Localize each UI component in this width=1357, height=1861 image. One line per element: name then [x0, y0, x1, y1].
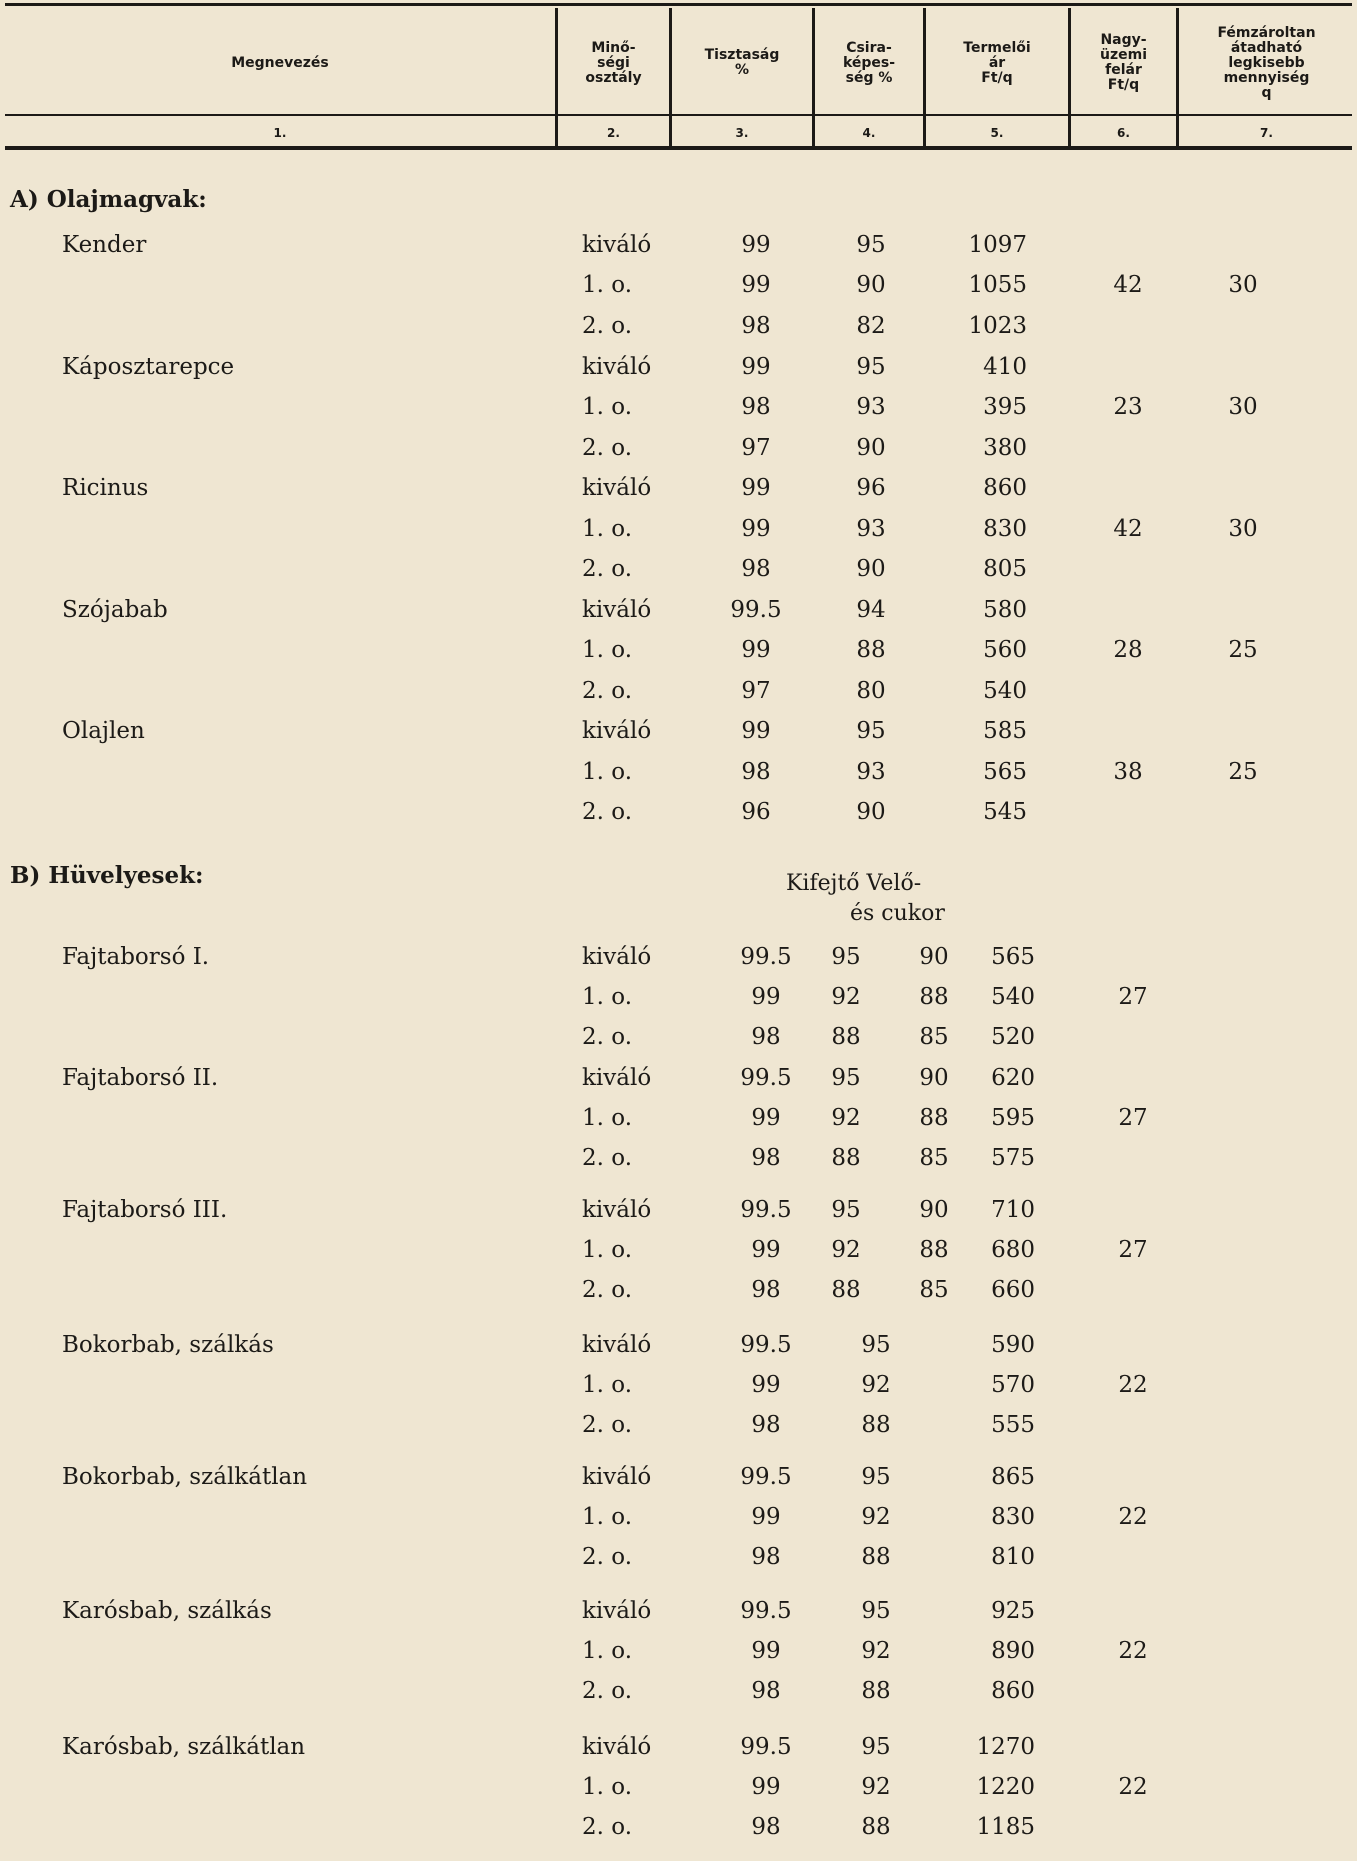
purity-value: 96: [741, 799, 771, 825]
large-farm-bonus: 27: [1118, 984, 1148, 1010]
producer-price: 395: [983, 394, 1027, 420]
table-row: [0, 1366, 1357, 1406]
producer-price: 805: [983, 556, 1027, 582]
germination-shelling: 92: [831, 984, 861, 1010]
purity-value: 98: [751, 1814, 781, 1840]
germination-value: 94: [856, 597, 886, 623]
table-row: [0, 429, 1357, 469]
quality-grade: 1. o.: [582, 1504, 633, 1530]
table-row: [0, 1728, 1357, 1768]
quality-grade: 1. o.: [582, 759, 633, 785]
table-row: [0, 712, 1357, 752]
quality-grade: kiváló: [582, 1464, 652, 1490]
quality-grade: kiváló: [582, 718, 652, 744]
germination-value: 93: [856, 516, 886, 542]
quality-grade: 1. o.: [582, 1105, 633, 1131]
quality-grade: kiváló: [582, 475, 652, 501]
producer-price: 590: [991, 1332, 1035, 1358]
large-farm-bonus: 22: [1118, 1504, 1148, 1530]
producer-price: 410: [983, 354, 1027, 380]
purity-value: 99: [751, 1372, 781, 1398]
purity-value: 98: [751, 1145, 781, 1171]
producer-price: 1185: [976, 1814, 1035, 1840]
table-row: [0, 793, 1357, 833]
producer-price: 810: [991, 1544, 1035, 1570]
germination-shelling: 92: [861, 1372, 891, 1398]
plant-name: Olajlen: [62, 718, 145, 744]
producer-price: 565: [991, 944, 1035, 970]
germination-shelling: 95: [831, 1065, 861, 1091]
purity-value: 99: [751, 1638, 781, 1664]
purity-value: 99.5: [740, 1197, 792, 1223]
purity-value: 99.5: [740, 944, 792, 970]
purity-value: 99: [751, 1774, 781, 1800]
table-row: [0, 1672, 1357, 1712]
quality-grade: 2. o.: [582, 435, 633, 461]
germination-value: 90: [856, 556, 886, 582]
quality-grade: kiváló: [582, 597, 652, 623]
purity-value: 97: [741, 678, 771, 704]
subheader-line-1: Kifejtő Velő-: [786, 871, 922, 896]
germination-marrow-sugar: 88: [919, 1105, 949, 1131]
quality-grade: 2. o.: [582, 1024, 633, 1050]
germination-value: 82: [856, 313, 886, 339]
quality-grade: 1. o.: [582, 984, 633, 1010]
table-row: [0, 1018, 1357, 1058]
germination-shelling: 88: [861, 1814, 891, 1840]
purity-value: 99.5: [740, 1332, 792, 1358]
minimum-quantity: 30: [1228, 516, 1258, 542]
header-bottom-rule: [5, 146, 1352, 150]
germination-value: 93: [856, 759, 886, 785]
quality-grade: 2. o.: [582, 556, 633, 582]
large-farm-bonus: 38: [1113, 759, 1143, 785]
table-row: [0, 1458, 1357, 1498]
table-row: [0, 978, 1357, 1018]
table-row: [0, 226, 1357, 266]
germination-marrow-sugar: 88: [919, 1237, 949, 1263]
producer-price: 660: [991, 1277, 1035, 1303]
germination-marrow-sugar: 90: [919, 1197, 949, 1223]
producer-price: 860: [983, 475, 1027, 501]
producer-price: 1055: [968, 272, 1027, 298]
minimum-quantity: 30: [1228, 272, 1258, 298]
germination-value: 93: [856, 394, 886, 420]
producer-price: 380: [983, 435, 1027, 461]
germination-marrow-sugar: 85: [919, 1277, 949, 1303]
quality-grade: 1. o.: [582, 1372, 633, 1398]
section-heading-legumes: B) Hüvelyesek:: [10, 862, 204, 889]
producer-price: 1023: [968, 313, 1027, 339]
germination-shelling: 88: [861, 1544, 891, 1570]
table-row: [0, 753, 1357, 793]
plant-name: Karósbab, szálkás: [62, 1598, 272, 1624]
producer-price: 575: [991, 1145, 1035, 1171]
germination-shelling: 88: [861, 1412, 891, 1438]
quality-grade: 1. o.: [582, 1237, 633, 1263]
table-row: [0, 1191, 1357, 1231]
germination-shelling: 88: [831, 1024, 861, 1050]
column-number: 5.: [990, 126, 1004, 140]
minimum-quantity: 25: [1228, 759, 1258, 785]
table-row: [0, 1059, 1357, 1099]
plant-name: Bokorbab, szálkátlan: [62, 1464, 308, 1490]
germination-marrow-sugar: 85: [919, 1145, 949, 1171]
quality-grade: kiváló: [582, 1734, 652, 1760]
quality-grade: 1. o.: [582, 516, 633, 542]
producer-price: 1097: [968, 232, 1027, 258]
plant-name: Fajtaborsó I.: [62, 944, 210, 970]
producer-price: 890: [991, 1638, 1035, 1664]
table-row: [0, 1139, 1357, 1179]
producer-price: 595: [991, 1105, 1035, 1131]
table-row: [0, 1592, 1357, 1632]
table-row: [0, 1498, 1357, 1538]
germination-shelling: 88: [861, 1678, 891, 1704]
quality-grade: 1. o.: [582, 637, 633, 663]
plant-name: Fajtaborsó III.: [62, 1197, 228, 1223]
quality-grade: 1. o.: [582, 272, 633, 298]
quality-grade: 2. o.: [582, 313, 633, 339]
germination-value: 90: [856, 435, 886, 461]
table-row: [0, 1768, 1357, 1808]
quality-grade: kiváló: [582, 1197, 652, 1223]
quality-grade: kiváló: [582, 1332, 652, 1358]
large-farm-bonus: 28: [1113, 637, 1143, 663]
table-row: [0, 307, 1357, 347]
table-row: [0, 631, 1357, 671]
quality-grade: kiváló: [582, 232, 652, 258]
producer-price: 580: [983, 597, 1027, 623]
purity-value: 99: [741, 475, 771, 501]
germination-value: 95: [856, 232, 886, 258]
plant-name: Karósbab, szálkátlan: [62, 1734, 306, 1760]
purity-value: 99: [741, 637, 771, 663]
quality-grade: 2. o.: [582, 1814, 633, 1840]
table-row: [0, 1808, 1357, 1848]
germination-shelling: 88: [831, 1145, 861, 1171]
table-row: [0, 388, 1357, 428]
column-number: 1.: [273, 126, 287, 140]
section-heading-oilseeds: A) Olajmagvak:: [10, 186, 207, 213]
large-farm-bonus: 22: [1118, 1638, 1148, 1664]
column-number: 2.: [607, 126, 620, 140]
germination-shelling: 92: [861, 1774, 891, 1800]
producer-price: 1270: [976, 1734, 1035, 1760]
germination-shelling: 88: [831, 1277, 861, 1303]
producer-price: 560: [983, 637, 1027, 663]
column-header-germination: Csira- képes- ség %: [842, 39, 896, 86]
producer-price: 710: [991, 1197, 1035, 1223]
plant-name: Fajtaborsó II.: [62, 1065, 219, 1091]
germination-shelling: 92: [861, 1638, 891, 1664]
column-header-grade: Minő- ségi osztály: [585, 39, 642, 86]
quality-grade: 2. o.: [582, 1145, 633, 1171]
quality-grade: 1. o.: [582, 1774, 633, 1800]
producer-price: 830: [991, 1504, 1035, 1530]
column-number: 4.: [862, 126, 876, 140]
table-row: [0, 672, 1357, 712]
germination-shelling: 95: [861, 1464, 891, 1490]
purity-value: 98: [741, 759, 771, 785]
producer-price: 540: [983, 678, 1027, 704]
producer-price: 865: [991, 1464, 1035, 1490]
germination-shelling: 95: [831, 944, 861, 970]
producer-price: 555: [991, 1412, 1035, 1438]
table-row: [0, 510, 1357, 550]
column-number: 3.: [735, 126, 749, 140]
germination-shelling: 92: [861, 1504, 891, 1530]
germination-marrow-sugar: 85: [919, 1024, 949, 1050]
purity-value: 99.5: [740, 1598, 792, 1624]
germination-shelling: 95: [861, 1332, 891, 1358]
column-header-producer-price: Termelői ár Ft/q: [963, 39, 1031, 86]
producer-price: 925: [991, 1598, 1035, 1624]
germination-value: 88: [856, 637, 886, 663]
purity-value: 99: [751, 1237, 781, 1263]
column-header-large-farm-bonus: Nagy- üzemi felár Ft/q: [1100, 32, 1147, 93]
producer-price: 620: [991, 1065, 1035, 1091]
germination-value: 80: [856, 678, 886, 704]
germination-marrow-sugar: 88: [919, 984, 949, 1010]
quality-grade: kiváló: [582, 1598, 652, 1624]
quality-grade: kiváló: [582, 1065, 652, 1091]
quality-grade: 2. o.: [582, 799, 633, 825]
table-row: [0, 1271, 1357, 1311]
purity-value: 98: [751, 1277, 781, 1303]
subheader-line-2: és cukor: [850, 901, 945, 926]
producer-price: 570: [991, 1372, 1035, 1398]
quality-grade: kiváló: [582, 354, 652, 380]
plant-name: Ricinus: [62, 475, 149, 501]
table-row: [0, 550, 1357, 590]
quality-grade: 2. o.: [582, 1678, 633, 1704]
germination-marrow-sugar: 90: [919, 1065, 949, 1091]
germination-value: 95: [856, 718, 886, 744]
table-row: [0, 348, 1357, 388]
table-row: [0, 266, 1357, 306]
purity-value: 98: [741, 394, 771, 420]
purity-value: 99: [741, 232, 771, 258]
producer-price: 830: [983, 516, 1027, 542]
purity-value: 98: [751, 1544, 781, 1570]
purity-value: 97: [741, 435, 771, 461]
producer-price: 540: [991, 984, 1035, 1010]
purity-value: 98: [741, 313, 771, 339]
germination-value: 95: [856, 354, 886, 380]
germination-shelling: 92: [831, 1237, 861, 1263]
large-farm-bonus: 27: [1118, 1105, 1148, 1131]
large-farm-bonus: 22: [1118, 1372, 1148, 1398]
producer-price: 585: [983, 718, 1027, 744]
quality-grade: 2. o.: [582, 1277, 633, 1303]
producer-price: 860: [991, 1678, 1035, 1704]
plant-name: Szójabab: [62, 597, 168, 623]
table-row: [0, 469, 1357, 509]
plant-name: Káposztarepce: [62, 354, 235, 380]
header-top-rule: [5, 3, 1352, 6]
large-farm-bonus: 42: [1113, 516, 1143, 542]
producer-price: 545: [983, 799, 1027, 825]
purity-value: 98: [751, 1024, 781, 1050]
column-header-purity: Tisztaság %: [704, 47, 780, 78]
germination-shelling: 95: [831, 1197, 861, 1223]
producer-price: 1220: [976, 1774, 1035, 1800]
purity-value: 99.5: [740, 1065, 792, 1091]
producer-price: 520: [991, 1024, 1035, 1050]
table-row: [0, 1632, 1357, 1672]
large-farm-bonus: 42: [1113, 272, 1143, 298]
table-row: [0, 1538, 1357, 1578]
purity-value: 99: [741, 272, 771, 298]
plant-name: Bokorbab, szálkás: [62, 1332, 274, 1358]
purity-value: 99: [741, 516, 771, 542]
large-farm-bonus: 23: [1113, 394, 1143, 420]
minimum-quantity: 25: [1228, 637, 1258, 663]
large-farm-bonus: 22: [1118, 1774, 1148, 1800]
large-farm-bonus: 27: [1118, 1237, 1148, 1263]
column-header-name: Megnevezés: [231, 54, 329, 71]
purity-value: 99.5: [730, 597, 782, 623]
column-header-min-quantity: Fémzároltan átadható legkisebb mennyiség q: [1217, 24, 1316, 101]
table-row: [0, 1231, 1357, 1271]
purity-value: 99: [751, 1504, 781, 1530]
purity-value: 98: [741, 556, 771, 582]
germination-value: 90: [856, 799, 886, 825]
column-number: 6.: [1117, 126, 1130, 140]
column-number: 7.: [1260, 126, 1273, 140]
germination-value: 96: [856, 475, 886, 501]
purity-value: 98: [751, 1412, 781, 1438]
table-row: [0, 1406, 1357, 1446]
table-row: [0, 591, 1357, 631]
purity-value: 99: [751, 984, 781, 1010]
purity-value: 99.5: [740, 1734, 792, 1760]
germination-shelling: 92: [831, 1105, 861, 1131]
quality-grade: 2. o.: [582, 1412, 633, 1438]
table-row: [0, 1099, 1357, 1139]
minimum-quantity: 30: [1228, 394, 1258, 420]
table-row: [0, 1326, 1357, 1366]
purity-value: 99: [741, 354, 771, 380]
table-row: [0, 938, 1357, 978]
purity-value: 99: [741, 718, 771, 744]
table-header: [0, 0, 1357, 152]
quality-grade: 1. o.: [582, 394, 633, 420]
purity-value: 99.5: [740, 1464, 792, 1490]
purity-value: 99: [751, 1105, 781, 1131]
quality-grade: kiváló: [582, 944, 652, 970]
quality-grade: 1. o.: [582, 1638, 633, 1664]
germination-value: 90: [856, 272, 886, 298]
quality-grade: 2. o.: [582, 1544, 633, 1570]
quality-grade: 2. o.: [582, 678, 633, 704]
purity-value: 98: [751, 1678, 781, 1704]
producer-price: 565: [983, 759, 1027, 785]
germination-marrow-sugar: 90: [919, 944, 949, 970]
germination-shelling: 95: [861, 1598, 891, 1624]
germination-shelling: 95: [861, 1734, 891, 1760]
producer-price: 680: [991, 1237, 1035, 1263]
plant-name: Kender: [62, 232, 147, 258]
